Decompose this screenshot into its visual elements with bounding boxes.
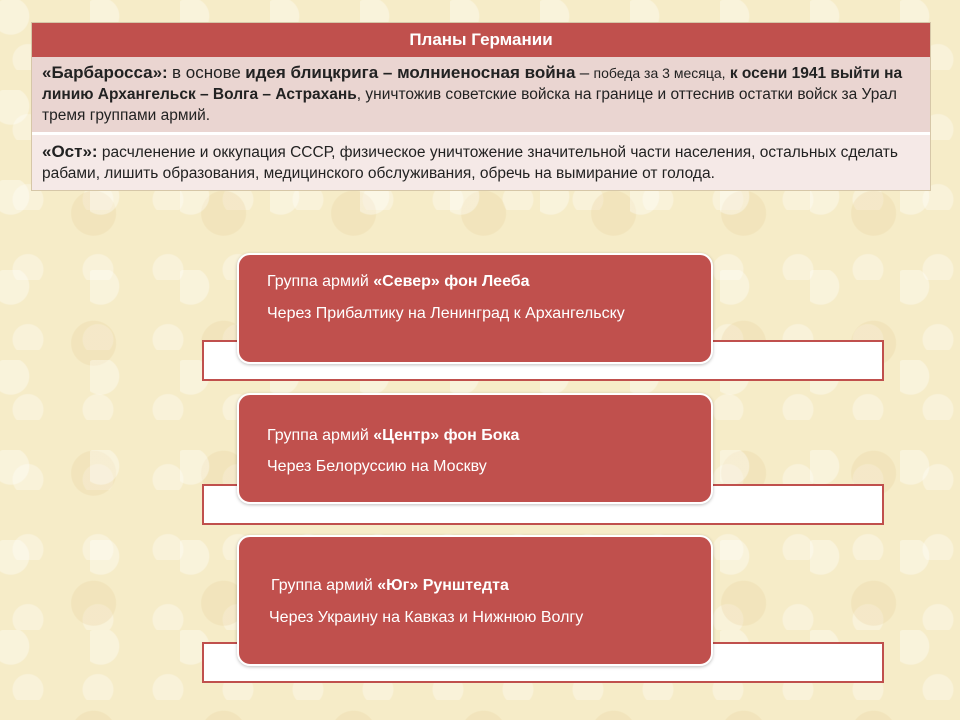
- group-south-card: [237, 535, 713, 666]
- group-north-prefix: Группа армий: [267, 273, 369, 290]
- group-south-prefix: Группа армий: [271, 577, 373, 594]
- barbarossa-basis: в основе: [172, 63, 241, 82]
- group-south-name: «Юг» Рунштедта: [377, 577, 509, 594]
- barbarossa-row: [32, 57, 930, 135]
- group-south-route: Через Украину на Кавказ и Нижнюю Волгу: [269, 609, 584, 626]
- barbarossa-name: «Барбаросса»:: [42, 63, 168, 82]
- group-north-title: [267, 273, 530, 291]
- group-north-route: Через Прибалтику на Ленинград к Архангельску: [267, 305, 625, 322]
- table-title: Планы Германии: [32, 23, 930, 57]
- group-south-title: [271, 577, 509, 595]
- group-north-name: «Север» фон Лееба: [373, 273, 530, 290]
- ost-row: [32, 135, 930, 190]
- ost-text: расчленение и оккупация СССР, физическое уничтожение значительной части населения, остальных сделать рабами, лишить образования, медицинского обслуживания, обречь на вымирание от голода.: [42, 144, 898, 182]
- barbarossa-rest: , уничтожив советские войска на границе и оттеснив остатки войск за Урал тремя группами армий.: [42, 86, 897, 124]
- group-center-route: Через Белоруссию на Москву: [267, 458, 487, 475]
- group-center-prefix: Группа армий: [267, 427, 369, 444]
- group-north-card: [237, 253, 713, 364]
- barbarossa-idea: идея блицкрига – молниеносная война: [245, 63, 576, 82]
- barbarossa-dash: –: [579, 63, 590, 82]
- ost-name: «Ост»:: [42, 142, 98, 161]
- group-center-card: [237, 393, 713, 504]
- barbarossa-victory: победа за 3 месяца,: [593, 65, 726, 81]
- group-center-name: «Центр» фон Бока: [373, 427, 520, 444]
- barbarossa-goal: к осени 1941 выйти на линию Архангельск – Волга – Астрахань: [42, 65, 903, 103]
- plans-table: [31, 22, 931, 191]
- group-center-title: [267, 427, 519, 445]
